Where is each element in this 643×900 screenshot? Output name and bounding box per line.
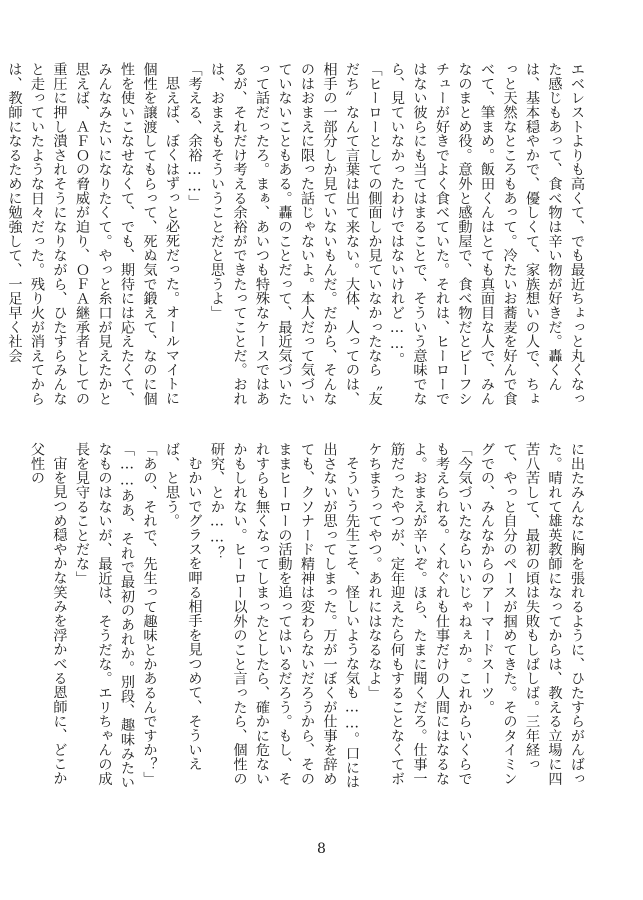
paragraph: エベレストよりも高くて、でも最近ちょっと丸くなった感じもあって、食べ物は辛い物が好きだ。轟くんは、基本穏やかで、優しくて、家族想いの人で、ちょっと天然なところもあって。冷たいお蕎麦を好んで食べて、筆まめ。飯田くんはとても真面目な人で、みんなのまとめ役。意外と感動屋で、食べ物だとビーフシチューが好きでよく食べていた。それは、ヒーローではない彼らにも当てはまることで、そういう意味でなら、見ていなかったわけではないけれど……。: [389, 62, 585, 406]
paragraph: 宙を見つめ穏やかな笑みを浮かべる恩師に、どこか父性の: [29, 442, 68, 786]
upper-text-column: [6, 62, 588, 414]
paragraph: に出たみんなに胸を張れるように、ひたすらがんばった。晴れて雄英教師になってからは、教える立場に四苦八苦して、最初の頃は失敗もしばしば。三年経って、やっと自分のペースが掴めてきた。そのタイミングでの、みんなからのアーマードスーツ。: [479, 442, 585, 786]
dialogue-paragraph: 「あの、それで、先生って趣味とかあるんですか？」: [141, 442, 158, 786]
paragraph: むかいでグラスを呷る相手を見つめて、そういえば、と思う。: [164, 442, 203, 772]
dialogue-paragraph: 「……ああ、それで最初のあれか。別段、趣味みたいなものはないが、最近は、そうだな。エリちゃんの成長を見守ることだな」: [74, 442, 135, 790]
paragraph: そういう先生こそ、怪しいような気も……。口には出さないが思ってしまった。万が一ぼくが仕事を辞めても、クソナード精神は変わらないだろうから、そのままヒーローの活動を追ってはいるだろう。もし、それすらも無くなってしまったとしたら、確かに危ないかもしれない。ヒーロー以外のこと言ったら、個性の研究、とか……？: [209, 442, 360, 790]
dialogue-paragraph: 「今気づいたならいいじゃねぇか。これからいくらでも考えられる。くれぐれも仕事だけの人間にはなるなよ。おまえが辛いぞ。ほら、たまに聞くだろ。仕事一筋だったやつが、定年迎えたら何もすることなくてボケちまうってやつ。あれにはなるなよ」: [366, 442, 473, 786]
lower-text-column: [29, 442, 588, 794]
paragraph: 思えば、ぼくはずっと必死だった。オールマイトに個性を譲渡してもらって、死ぬ気で鍛えて、なのに個性を使いこなせなくて、でも、期待には応えたくて、みんなみたいになりたくて。やっと糸口が見えたかと思えば、ＡＦＯの脅威が迫り、ＯＦＡ継承者としての重圧に押し潰されそうになりながら、ひたすらみんなと走っていたような日々だった。残り火が消えてからは、教師になるために勉強して、一足早く社会: [6, 62, 180, 406]
dialogue-paragraph: 「考える、余裕……」: [186, 62, 203, 209]
page-number: 8: [317, 841, 326, 857]
dialogue-paragraph: 「ヒーローとしての側面しか見ていなかったなら〝友だち〟なんて言葉は出て来ない。大体、人ってのは、相手の一部分しか見ていないもんだ。だから、そんなのはおまえに限った話じゃないよ。本人だって気づいていないこともある。轟のことだって、最近気づいたって話だったろ。まぁ、あいつも特殊なケースではあるが、それだけ考える余裕ができたってことだ。おれは、おまえもそういうことだと思うよ」: [209, 62, 383, 406]
